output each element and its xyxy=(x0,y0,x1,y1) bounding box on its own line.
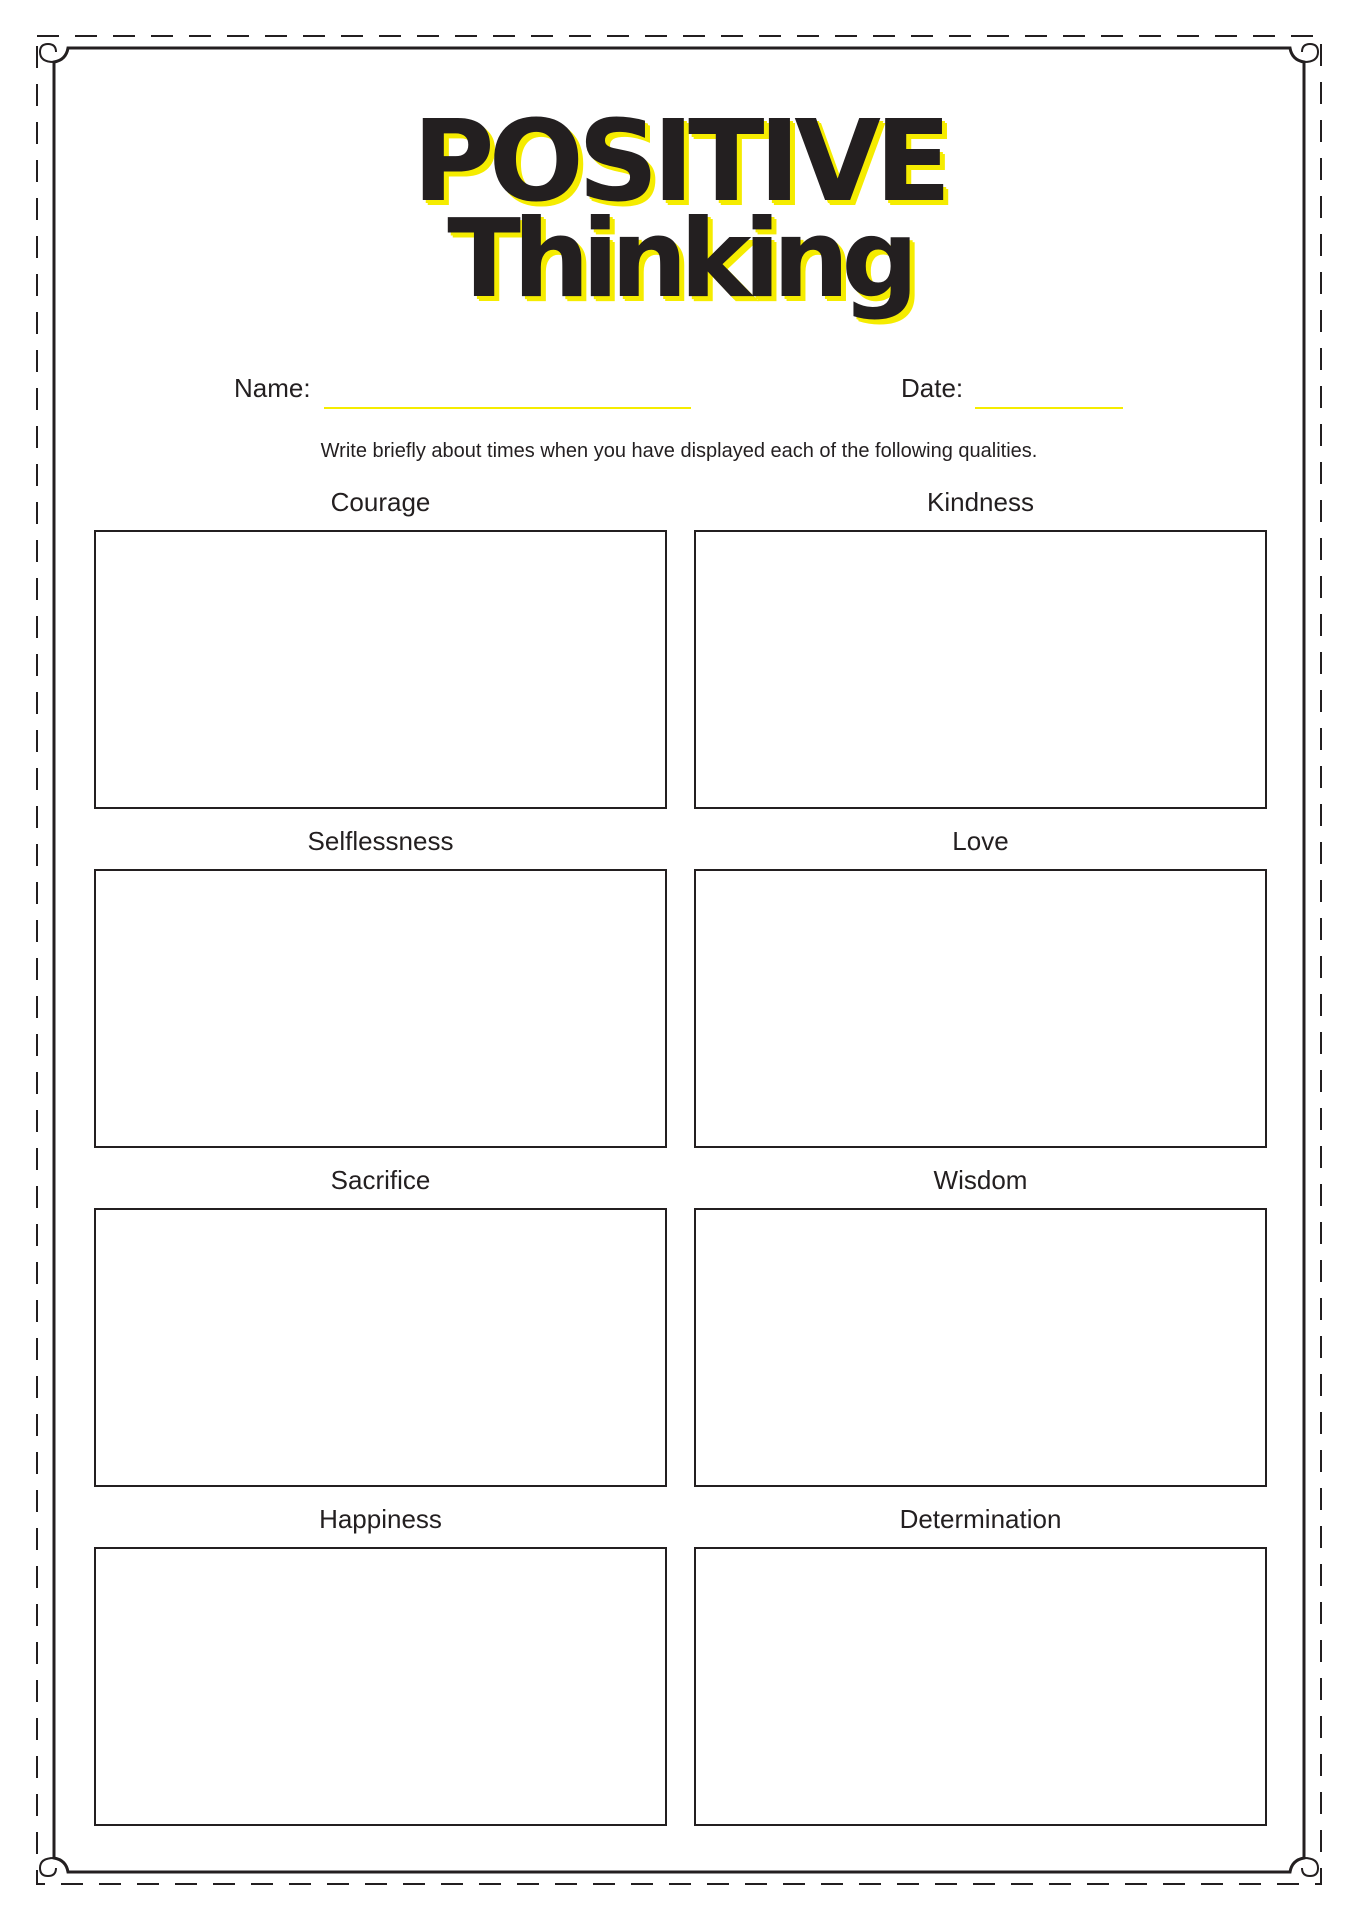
answer-box-determination[interactable] xyxy=(694,1547,1267,1826)
answer-box-sacrifice[interactable] xyxy=(94,1208,667,1487)
quality-label-selflessness: Selflessness xyxy=(307,826,454,856)
quality-label-kindness: Kindness xyxy=(927,487,1034,517)
answer-box-selflessness[interactable] xyxy=(94,869,667,1148)
answer-box-happiness[interactable] xyxy=(94,1547,667,1826)
answer-box-love[interactable] xyxy=(694,869,1267,1148)
quality-label-determination: Determination xyxy=(899,1504,1062,1534)
date-field[interactable] xyxy=(975,407,1123,409)
name-label: Name: xyxy=(234,373,311,403)
quality-label-sacrifice: Sacrifice xyxy=(330,1165,431,1195)
answer-box-wisdom[interactable] xyxy=(694,1208,1267,1487)
quality-label-wisdom: Wisdom xyxy=(933,1165,1028,1195)
date-label: Date: xyxy=(901,373,964,403)
instructions-text: Write briefly about times when you have displayed each of the following qualities. xyxy=(320,440,1038,462)
name-field[interactable] xyxy=(324,407,691,409)
answer-box-kindness[interactable] xyxy=(694,530,1267,809)
answer-box-courage[interactable] xyxy=(94,530,667,809)
quality-label-happiness: Happiness xyxy=(319,1504,442,1534)
quality-label-courage: Courage xyxy=(330,487,431,517)
title-positive: POSITIVE xyxy=(412,97,946,227)
quality-label-love: Love xyxy=(952,826,1009,856)
title-thinking: Thinking xyxy=(447,197,911,322)
